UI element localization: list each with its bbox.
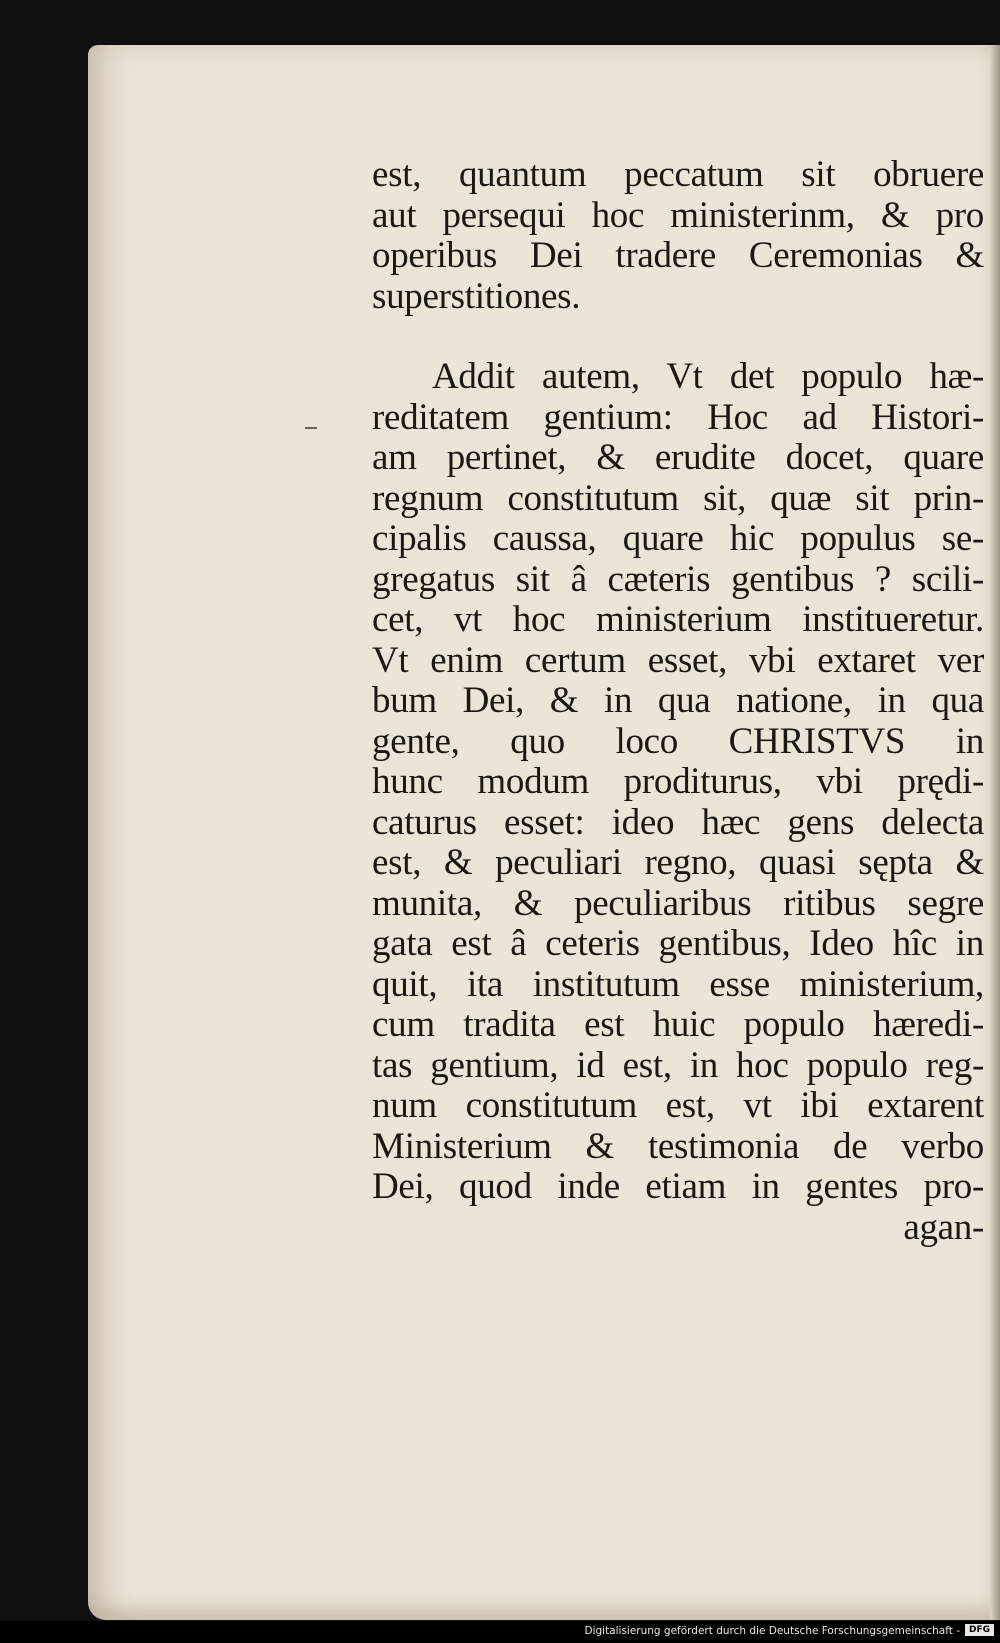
page-edge xyxy=(990,45,1000,1620)
text-line: aut persequi hoc ministerinm, & pro xyxy=(372,194,984,236)
catchword: agan- xyxy=(903,1206,984,1248)
text-line: gregatus sit â cæteris gentibus ? scili- xyxy=(372,558,984,600)
text-line: munita, & peculiaribus ritibus segre xyxy=(372,882,984,924)
text-line: Dei, quod inde etiam in gentes pro- xyxy=(372,1166,984,1207)
text-line: tas gentium, id est, in hoc populo reg- xyxy=(372,1044,984,1086)
text-line: Ministerium & testimonia de verbo xyxy=(372,1125,984,1167)
text-line: operibus Dei tradere Ceremonias & xyxy=(372,235,984,276)
text-line: bum Dei, & in qua natione, in qua xyxy=(372,680,984,721)
text-line: gente, quo loco CHRISTVS in xyxy=(372,720,984,762)
page-text xyxy=(372,155,984,1248)
text-line: caturus esset: ideo hæc gens delecta xyxy=(372,801,984,843)
text-line: regnum constitutum sit, quæ sit prin- xyxy=(372,477,984,519)
text-line: quit, ita institutum esse ministerium, xyxy=(372,963,984,1005)
text-line: cet, vt hoc ministerium institueretur. xyxy=(372,599,984,640)
footer-bar xyxy=(0,1621,1000,1643)
text-line: reditatem gentium: Hoc ad Histori- xyxy=(372,396,984,438)
text-line: est, & peculiari regno, quasi sępta & xyxy=(372,842,984,883)
text-line: cipalis caussa, quare hic populus se- xyxy=(372,518,984,559)
paragraph-1 xyxy=(372,155,984,317)
text-line: Addit autem, Vt det populo hæ- xyxy=(432,356,984,397)
footer-credit: Digitalisierung gefördert durch die Deutsche Forschungsgemeinschaft - xyxy=(584,1625,960,1637)
dfg-logo: DFG xyxy=(965,1624,994,1636)
text-line: hunc modum proditurus, vbi prędi- xyxy=(372,761,984,802)
text-line: am pertinet, & erudite docet, quare xyxy=(372,437,984,478)
text-line: Vt enim certum esset, vbi extaret ver xyxy=(372,639,984,681)
paragraph-2 xyxy=(372,357,984,1248)
text-line: superstitiones. xyxy=(372,275,581,317)
text-line: num constitutum est, vt ibi extarent xyxy=(372,1085,984,1126)
text-line: cum tradita est huic populo hæredi- xyxy=(372,1004,984,1045)
text-line: gata est â ceteris gentibus, Ideo hîc in xyxy=(372,923,984,964)
text-line: est, quantum peccatum sit obruere xyxy=(372,154,984,195)
margin-mark xyxy=(305,427,317,429)
